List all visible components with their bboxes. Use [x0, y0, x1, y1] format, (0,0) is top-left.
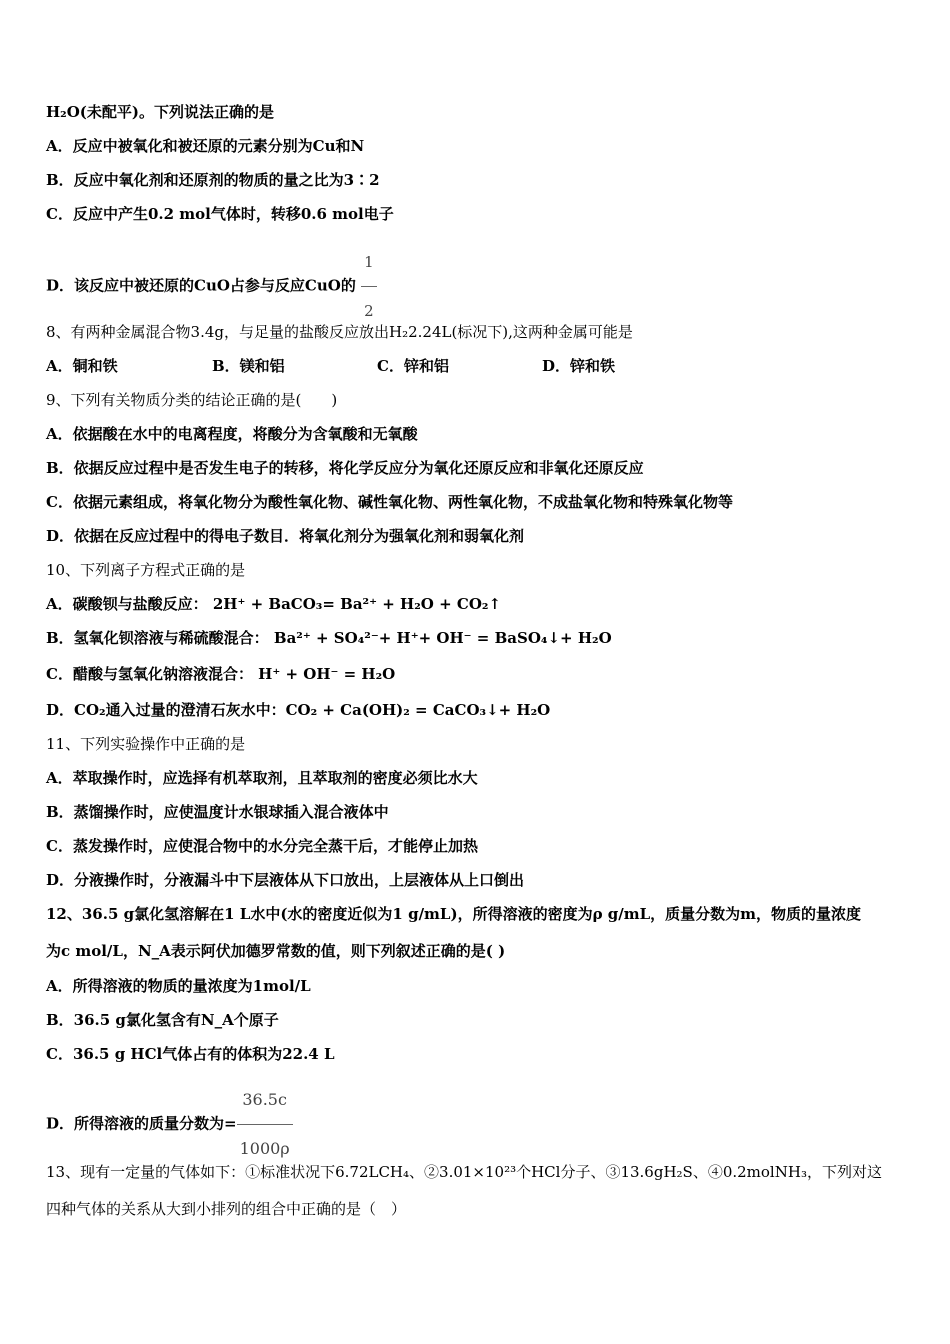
q7-option-d-text: D．该反应中被还原的CuO占参与反应CuO的: [46, 276, 356, 295]
q13-stem-line2: 四种气体的关系从大到小排列的组合中正确的是（ ）: [46, 1200, 407, 1218]
q12-fraction-numerator: 36.5c: [242, 1090, 287, 1109]
q12-option-d: [46, 1076, 293, 1173]
q12-fraction-denominator: 1000ρ: [237, 1124, 293, 1173]
q10-stem: 10、下列离子方程式正确的是: [46, 561, 246, 579]
q9-option-a: A．依据酸在水中的电离程度，将酸分为含氧酸和无氧酸: [46, 425, 418, 443]
q11-stem: 11、下列实验操作中正确的是: [46, 735, 246, 753]
q10-option-c: C．醋酸与氢氧化钠溶液混合： H⁺ + OH⁻ = H₂O: [46, 665, 396, 683]
q13-stem-line1: 13、现有一定量的气体如下：①标准状况下6.72LCH₄、②3.01×10²³个HCl分子、③13.6gH₂S、④0.2molNH₃，下列对这: [46, 1163, 882, 1181]
q12-stem-line2: 为c mol/L，N_A表示阿伏加德罗常数的值，则下列叙述正确的是( ): [46, 942, 506, 960]
q8-option-b: B．镁和铝: [212, 357, 285, 375]
q10-option-b: B．氢氧化钡溶液与稀硫酸混合： Ba²⁺ + SO₄²⁻+ H⁺+ OH⁻ = BaSO₄↓+ H₂O: [46, 629, 612, 647]
q9-option-c: C．依据元素组成，将氧化物分为酸性氧化物、碱性氧化物、两性氧化物，不成盐氧化物和特殊氧化物等: [46, 493, 733, 511]
q7-fraction: [361, 238, 377, 335]
q12-fraction: [237, 1076, 293, 1173]
q7-option-b: B．反应中氧化剂和还原剂的物质的量之比为3∶2: [46, 171, 380, 189]
q7-fraction-denominator: 2: [361, 286, 377, 335]
q7-fraction-numerator: 1: [364, 253, 374, 271]
q9-option-b: B．依据反应过程中是否发生电子的转移，将化学反应分为氧化还原反应和非氧化还原反应: [46, 459, 644, 477]
q8-stem: 8、有两种金属混合物3.4g，与足量的盐酸反应放出H₂2.24L(标况下),这两种金属可能是: [46, 323, 633, 341]
q12-option-a: A．所得溶液的物质的量浓度为1mol/L: [46, 977, 311, 995]
q11-option-d: D．分液操作时，分液漏斗中下层液体从下口放出，上层液体从上口倒出: [46, 871, 525, 889]
q7-option-a: A．反应中被氧化和被还原的元素分别为Cu和N: [46, 137, 365, 155]
q7-option-d: [46, 238, 377, 335]
q9-option-d: D．依据在反应过程中的得电子数目．将氧化剂分为强氧化剂和弱氧化剂: [46, 527, 525, 545]
q10-option-d: D．CO₂通入过量的澄清石灰水中：CO₂ + Ca(OH)₂ = CaCO₃↓+ H₂O: [46, 701, 551, 719]
q8-option-d: D．锌和铁: [542, 357, 616, 375]
q7-option-c: C．反应中产生0.2 mol气体时，转移0.6 mol电子: [46, 205, 394, 223]
q12-option-d-text: D．所得溶液的质量分数为=: [46, 1114, 237, 1133]
q7-stem-continuation: H₂O(未配平)。下列说法正确的是: [46, 103, 275, 121]
q8-option-a: A．铜和铁: [46, 357, 118, 375]
q11-option-b: B．蒸馏操作时，应使温度计水银球插入混合液体中: [46, 803, 389, 821]
q11-option-a: A．萃取操作时，应选择有机萃取剂，且萃取剂的密度必须比水大: [46, 769, 478, 787]
q12-option-c: C．36.5 g HCl气体占有的体积为22.4 L: [46, 1045, 335, 1063]
q11-option-c: C．蒸发操作时，应使混合物中的水分完全蒸干后，才能停止加热: [46, 837, 478, 855]
q12-stem-line1: 12、36.5 g氯化氢溶解在1 L水中(水的密度近似为1 g/mL)，所得溶液的密度为ρ g/mL，质量分数为m，物质的量浓度: [46, 905, 862, 923]
q9-stem: 9、下列有关物质分类的结论正确的是( ): [46, 391, 338, 409]
q12-option-b: B．36.5 g氯化氢含有N_A个原子: [46, 1011, 279, 1029]
q10-option-a: A．碳酸钡与盐酸反应： 2H⁺ + BaCO₃= Ba²⁺ + H₂O + CO₂↑: [46, 595, 502, 613]
q8-option-c: C．锌和铝: [377, 357, 449, 375]
